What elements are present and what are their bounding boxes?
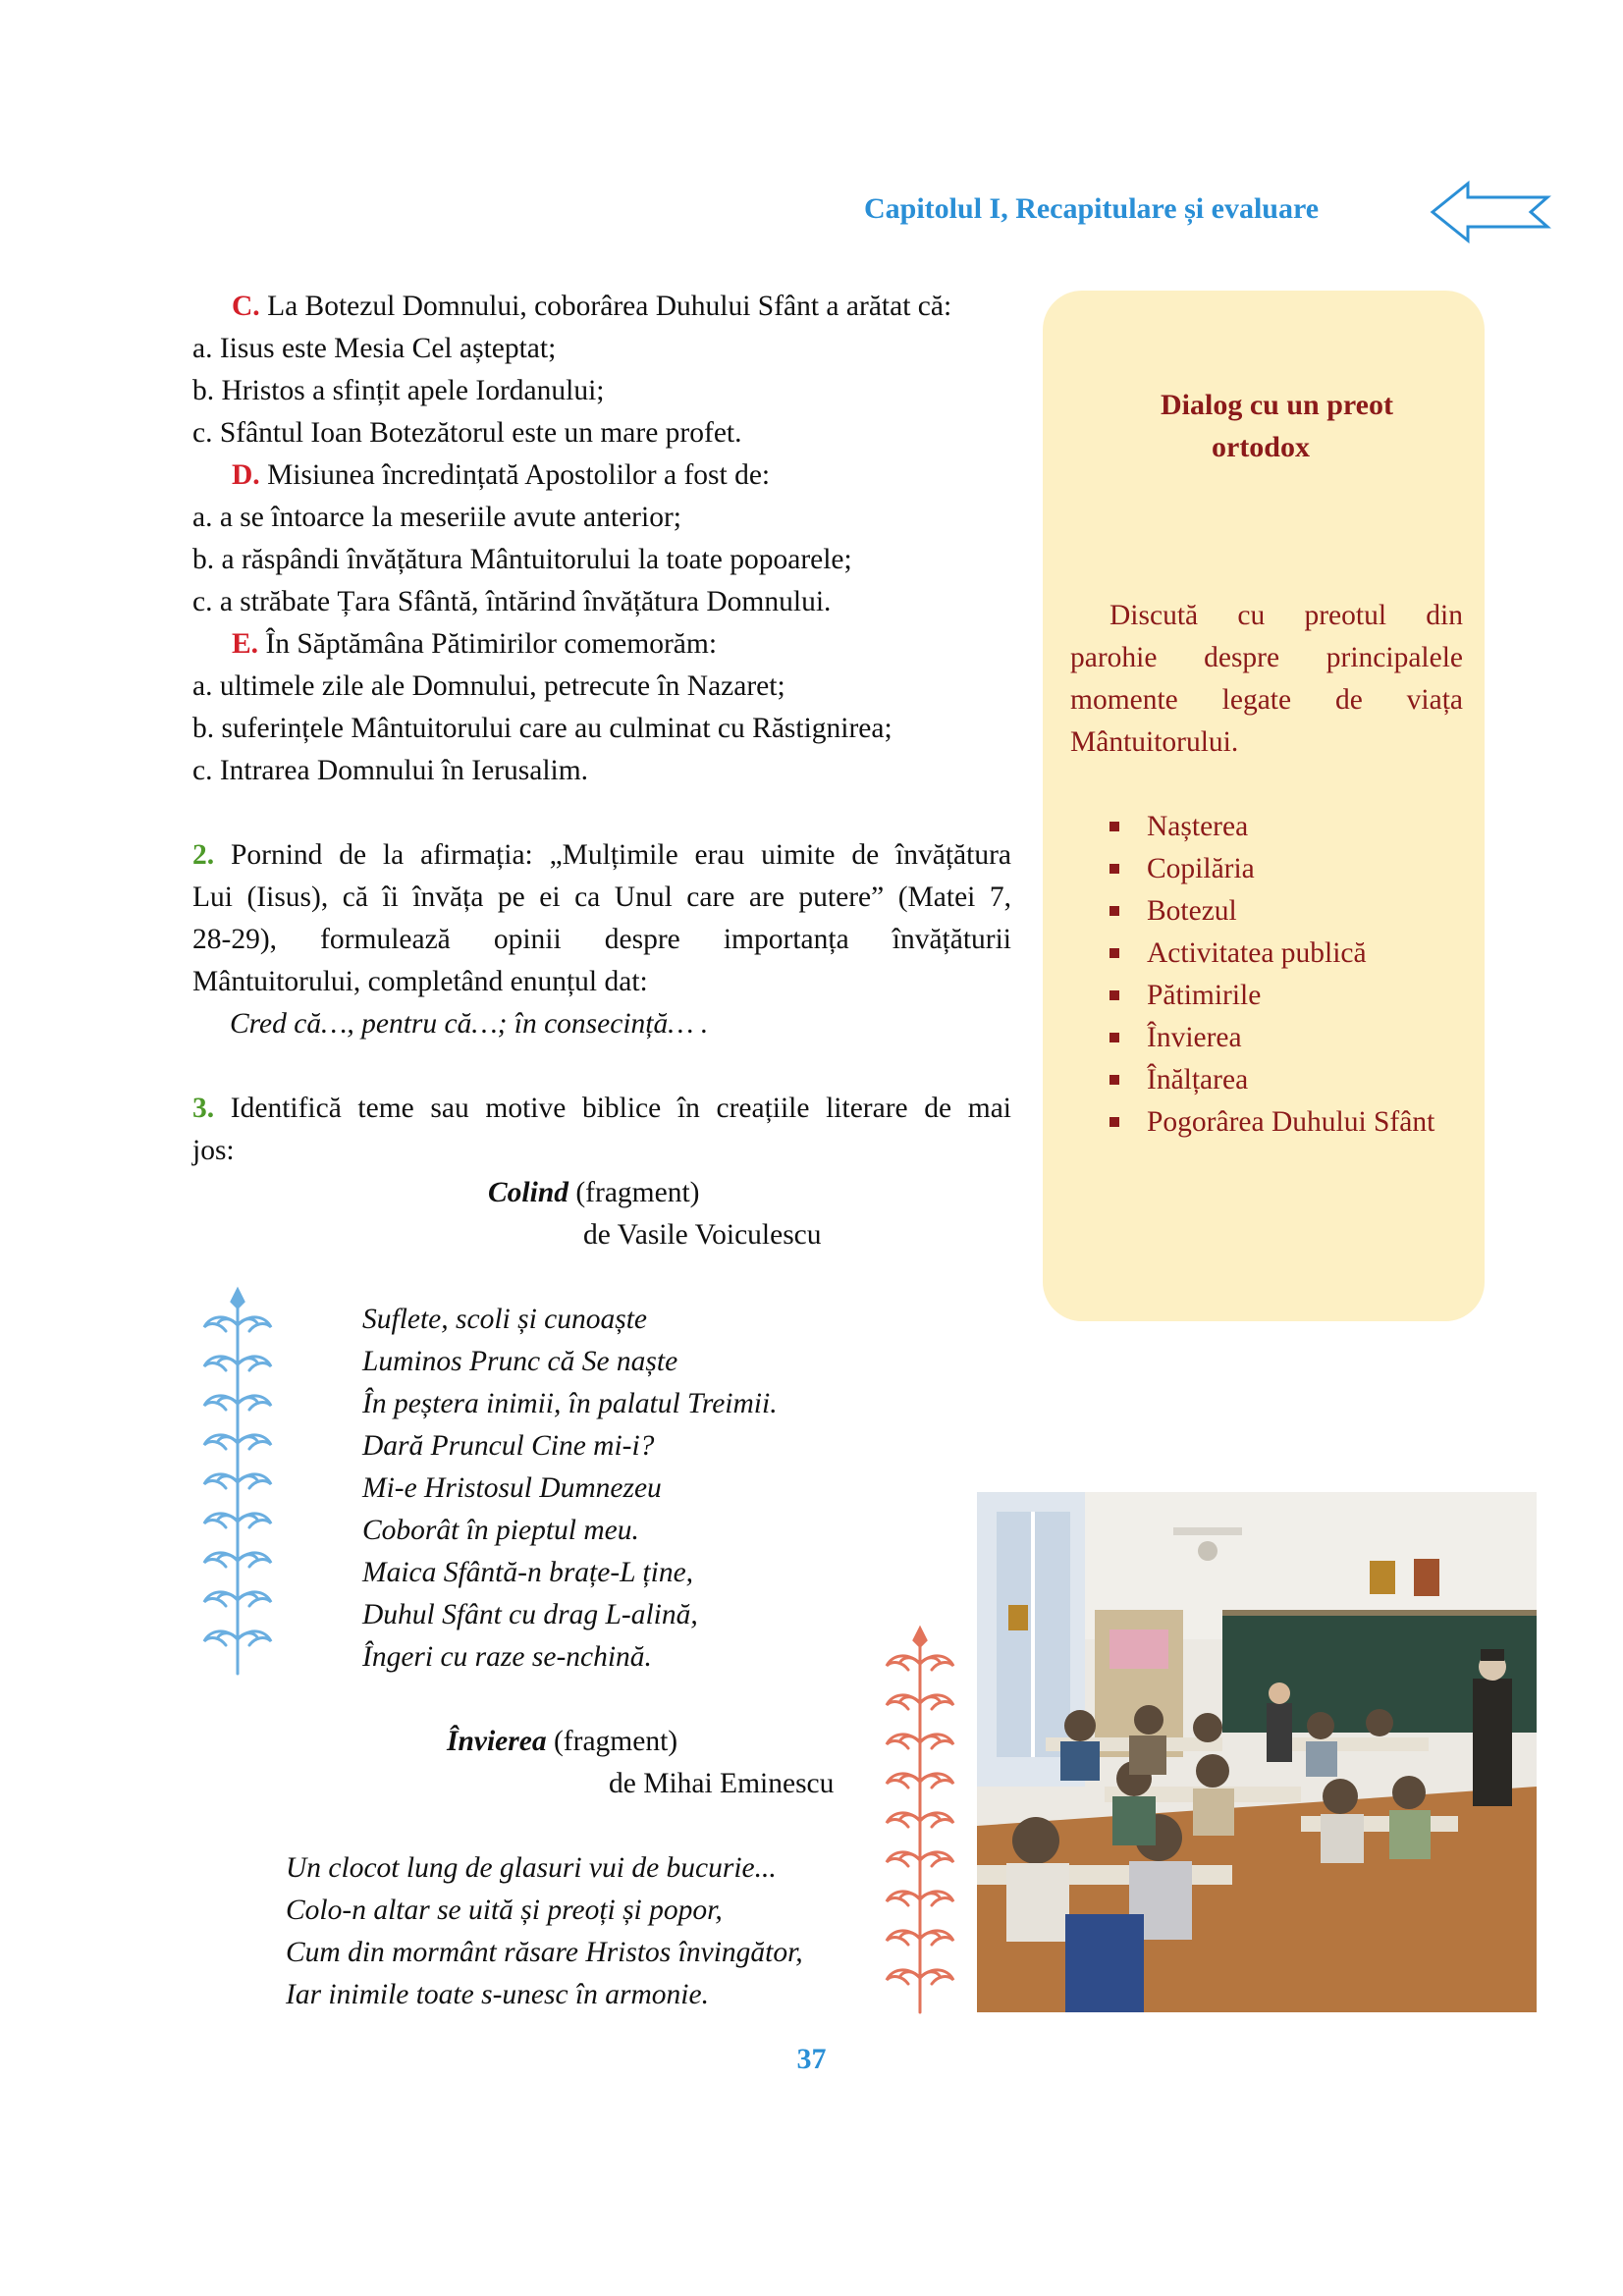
question-d-option: b. a răspândi învățătura Mântuitorului la toate popoarele;	[192, 544, 852, 575]
poem-1-line: Duhul Sfânt cu drag L-alină,	[362, 1599, 698, 1630]
poem-2-line: Un clocot lung de glasuri vui de bucurie...	[286, 1852, 777, 1884]
red-floral-ornament	[879, 1625, 961, 2022]
poem-1-line: Maica Sfântă-n brațe-L ține,	[362, 1557, 694, 1588]
question-e-stem: E. În Săptămâna Pătimirilor comemorăm:	[232, 628, 718, 660]
sidebar-box	[1043, 291, 1485, 1321]
exercise-2-number: 2.	[192, 839, 215, 871]
classroom-photo	[977, 1492, 1537, 2012]
list-item: Activitatea publică	[1109, 933, 1434, 975]
sidebar-list	[1109, 806, 1434, 1144]
list-item: Pătimirile	[1109, 975, 1434, 1017]
question-e-label: E.	[232, 628, 259, 660]
poem-2-author: de Mihai Eminescu	[609, 1768, 835, 1799]
question-d-label: D.	[232, 459, 260, 491]
list-item: Înălțarea	[1109, 1059, 1434, 1101]
question-d-option: c. a străbate Țara Sfântă, întărind învățătura Domnului.	[192, 586, 832, 617]
blue-floral-ornament	[196, 1286, 279, 1683]
poem-2-line: Colo-n altar se uită și preoți și popor,	[286, 1895, 723, 1926]
question-e-option: a. ultimele zile ale Domnului, petrecute în Nazaret;	[192, 670, 785, 702]
exercise-3-line: jos:	[192, 1135, 235, 1166]
list-item: Nașterea	[1109, 806, 1434, 848]
question-c-option: c. Sfântul Ioan Botezătorul este un mare profet.	[192, 417, 742, 449]
exercise-3-number: 3.	[192, 1093, 215, 1124]
poem-1-line: Îngeri cu raze se-nchină.	[362, 1641, 652, 1673]
exercise-2-line: 28-29), formulează opinii despre importanța învățăturii	[192, 924, 1011, 955]
list-item: Botezul	[1109, 890, 1434, 933]
exercise-3-line: 3. Identifică teme sau motive biblice în creațiile literare de mai	[192, 1093, 1011, 1124]
exercise-2-prompt: Cred că…, pentru că…; în consecință… .	[230, 1008, 709, 1040]
poem-1-line: Coborât în pieptul meu.	[362, 1515, 639, 1546]
poem-1-line: Dară Pruncul Cine mi-i?	[362, 1430, 655, 1462]
exercise-2-line: Mântuitorului, completând enunțul dat:	[192, 966, 648, 997]
question-e-option: b. suferințele Mântuitorului care au culminat cu Răstignirea;	[192, 713, 893, 744]
poem-1-line: Suflete, scoli și cunoaște	[362, 1304, 648, 1335]
list-item: Pogorârea Duhului Sfânt	[1109, 1101, 1434, 1144]
exercise-2-line: 2. Pornind de la afirmația: „Mulțimile erau uimite de învățătura	[192, 839, 1011, 871]
question-c-option: b. Hristos a sfințit apele Iordanului;	[192, 375, 605, 406]
question-c-stem: C. La Botezul Domnului, coborârea Duhului Sfânt a arătat că:	[232, 291, 952, 322]
list-item: Învierea	[1109, 1017, 1434, 1059]
chapter-title: Capitolul I, Recapitulare și evaluare	[864, 192, 1320, 225]
question-d-stem: D. Misiunea încredințată Apostolilor a fost de:	[232, 459, 771, 491]
sidebar-text: Discută cu preotul din parohie despre principalele momente legate de viața Mântuitorului.	[1070, 600, 1463, 758]
sidebar-title-line1: Dialog cu un preot	[1161, 389, 1393, 421]
question-c-label: C.	[232, 291, 260, 322]
sidebar-title-line2: ortodox	[1212, 431, 1310, 463]
question-c-option: a. Iisus este Mesia Cel așteptat;	[192, 333, 557, 364]
poem-1-author: de Vasile Voiculescu	[583, 1219, 822, 1251]
poem-1-line: Luminos Prunc că Se naște	[362, 1346, 678, 1377]
poem-1-line: În peștera inimii, în palatul Treimii.	[362, 1388, 778, 1419]
poem-2-title: Învierea (fragment)	[447, 1726, 678, 1757]
poem-2-line: Cum din mormânt răsare Hristos învingător,	[286, 1937, 803, 1968]
poem-1-line: Mi-e Hristosul Dumnezeu	[362, 1472, 662, 1504]
poem-1-title: Colind (fragment)	[488, 1177, 700, 1208]
page-number: 37	[796, 2043, 827, 2075]
question-e-option: c. Intrarea Domnului în Ierusalim.	[192, 755, 589, 786]
list-item: Copilăria	[1109, 848, 1434, 890]
question-d-option: a. a se întoarce la meseriile avute anterior;	[192, 502, 681, 533]
poem-2-line: Iar inimile toate s-unesc în armonie.	[286, 1979, 709, 2010]
exercise-2-line: Lui (Iisus), că îi învăța pe ei ca Unul care are putere” (Matei 7,	[192, 881, 1011, 913]
